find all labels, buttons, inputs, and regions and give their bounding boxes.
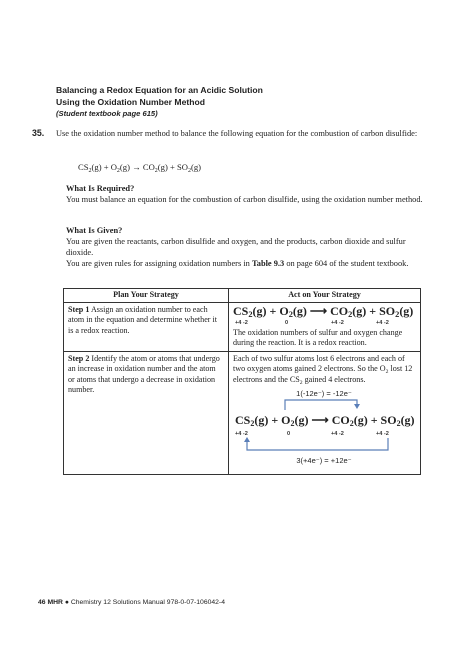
table-row xyxy=(64,351,421,475)
section-title-line2: Using the Oxidation Number Method xyxy=(56,97,205,107)
step2-plan: Step 2 Identify the atom or atoms that undergo an increase in oxidation number and the atom or atoms that undergo a decrease in oxidation number. xyxy=(64,351,229,475)
electron-loss-label: 1(-12e⁻) = -12e⁻ xyxy=(296,389,352,398)
what-is-required xyxy=(66,183,426,205)
table-header-row xyxy=(64,289,421,303)
footer-text: Chemistry 12 Solutions Manual 978-0-07-106042-4 xyxy=(70,599,225,606)
publisher-name: MHR xyxy=(47,599,63,606)
footer-bullet: ● xyxy=(64,599,69,606)
given-heading: What Is Given? xyxy=(66,226,123,235)
step1-act xyxy=(229,302,421,351)
question-number: 35. xyxy=(32,128,45,138)
strategy-table xyxy=(63,288,421,475)
step2-label: Step 2 xyxy=(68,353,90,363)
oxidation-numbers-step1: +4 -2 0 +4 -2 +4 -2 xyxy=(235,319,389,326)
textbook-reference: (Student textbook page 615) xyxy=(56,109,158,118)
section-header xyxy=(56,84,426,119)
question-equation: $CS_2(g) + O_2(g) \to CO_2(g) + SO_2(g)$ xyxy=(78,162,201,174)
question-text: Use the oxidation number method to balance the following equation for the combustion of carbon disulfide: xyxy=(56,129,418,138)
plan-header: Plan Your Strategy xyxy=(64,289,229,303)
step1-label: Step 1 xyxy=(68,304,90,314)
given-text-2: You are given rules for assigning oxidation numbers in Table 9.3 on page 604 of the student textbook. xyxy=(66,259,409,268)
balanced-equation-step1: $CS_2(g) + O_2(g)$ ⟶ $CO_2(g) + SO_2(g)$ xyxy=(233,303,414,319)
act-header: Act on Your Strategy xyxy=(229,289,421,303)
ox-o2: 0 xyxy=(287,431,291,437)
page-number: 46 xyxy=(38,599,46,606)
ox-so2: +4 -2 xyxy=(376,431,389,437)
page-footer xyxy=(38,599,225,606)
required-heading: What Is Required? xyxy=(66,184,135,193)
ox-cs2: +4 -2 xyxy=(235,431,248,437)
step2-explanation: Each of two sulfur atoms lost 6 electrons and each of two oxygen atoms gained 2 electrons. So the $O_2$ lost 12 electrons and the $CS_2$ gained 4 electrons. xyxy=(233,353,413,386)
step2-act xyxy=(229,351,421,475)
what-is-given xyxy=(66,225,426,269)
required-text: You must balance an equation for the combustion of carbon disulfide, using the oxidation number method. xyxy=(66,195,423,204)
step1-plan: Step 1 Assign an oxidation number to each atom in the equation and determine whether it is a redox reaction. xyxy=(64,302,229,351)
given-text-1: You are given the reactants, carbon disulfide and oxygen, and the products, carbon dioxide and sulfur dioxide. xyxy=(66,237,406,257)
balanced-equation-step2: CS2(g) + O2(g) ⟶ CO2(g) + SO2(g) xyxy=(235,413,415,428)
ox-co2: +4 -2 xyxy=(331,431,344,437)
electron-gain-label: 3(+4e⁻) = +12e⁻ xyxy=(296,456,352,465)
table-row xyxy=(64,302,421,351)
step1-note: The oxidation numbers of sulfur and oxygen change during the reaction. It is a redox reaction. xyxy=(233,327,403,347)
electron-transfer-diagram xyxy=(233,388,416,472)
section-title-line1: Balancing a Redox Equation for an Acidic Solution xyxy=(56,85,263,95)
